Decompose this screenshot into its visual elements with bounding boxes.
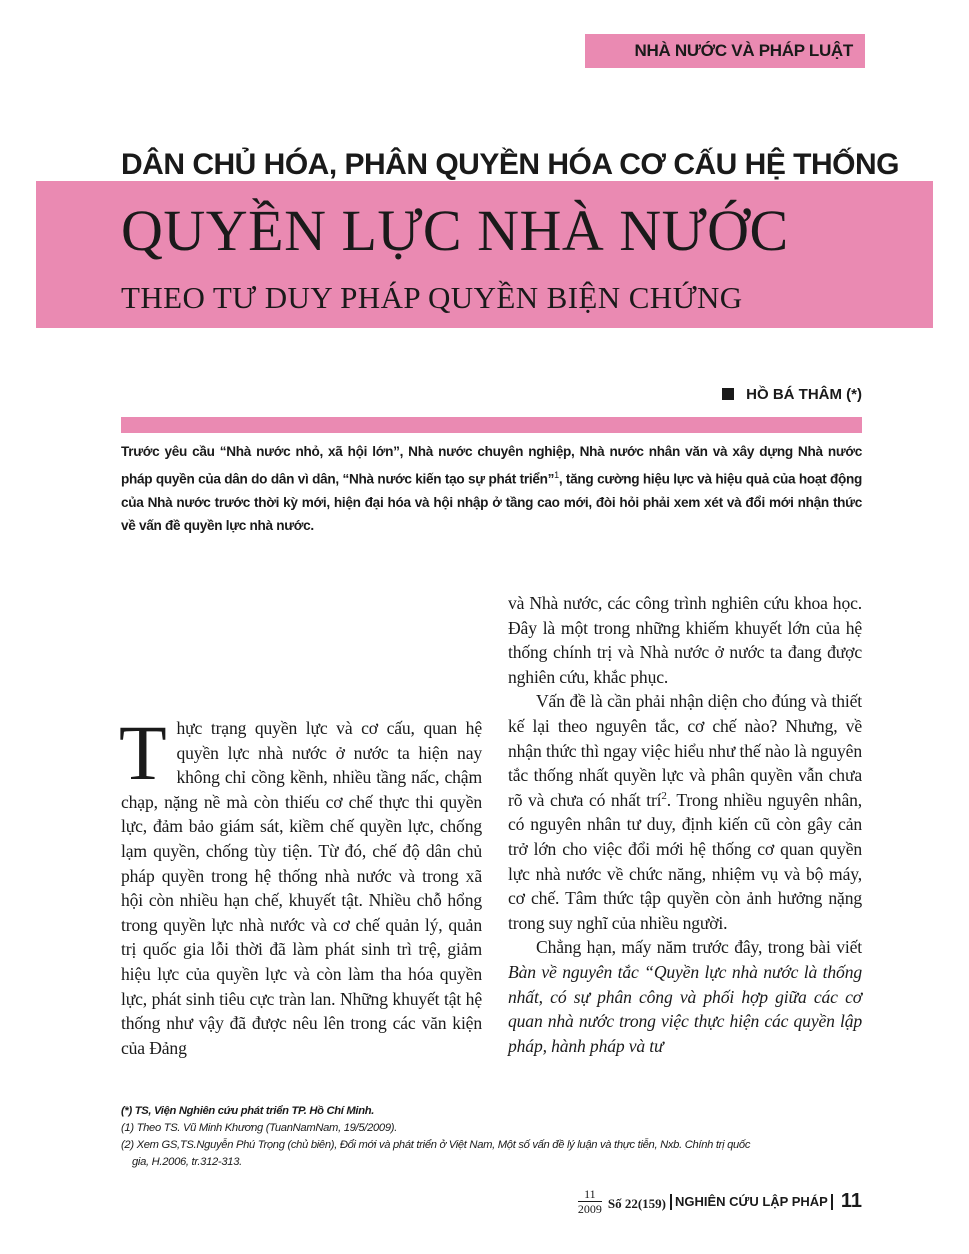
body-column-right	[508, 591, 862, 1058]
footnotes	[121, 1103, 866, 1171]
accent-divider	[121, 417, 862, 433]
page-number: 11	[840, 1190, 862, 1212]
footnote-author: (*) TS, Viện Nghiên cứu phát triển TP. Hồ Chí Minh.	[121, 1105, 375, 1117]
title-line-2: QUYỀN LỰC NHÀ NƯỚC	[121, 198, 789, 263]
paragraph-text: hực trạng quyền lực và cơ cấu, quan hệ quyền lực nhà nước ở nước ta hiện nay không chỉ cồng kềnh, nhiều tầng nấc, chậm chạp, nặng nề mà còn thiếu cơ chế thực thi quyền lực, đảm bảo giám sát, kiềm chế quyền lực, chống lạm quyền, chống tùy tiện. Từ đó, chế độ dân chủ pháp quyền trong hệ thống nhà nước và trong xã hội còn nhiều hạn chế, khuyết tật. Nhiều chỗ hổng trong quyền lực nhà nước và cơ chế quản lý, quản trị quốc gia lỗi thời đã làm phát sinh trì trệ, giảm hiệu lực của quyền lực và còn làm tha hóa quyền lực, phát sinh tiêu cực tràn lan. Những khuyết tật hệ thống như vậy đã được nêu lên trong các văn kiện của Đảng	[121, 718, 482, 1058]
journal-name: NGHIÊN CỨU LẬP PHÁP	[670, 1194, 833, 1210]
issue-year: 2009	[577, 1202, 602, 1216]
section-header-bar	[585, 34, 592, 68]
paragraph	[119, 709, 482, 1060]
body-column-left	[119, 709, 482, 1060]
page-footer	[578, 1187, 862, 1225]
paragraph	[508, 689, 862, 935]
abstract	[121, 440, 862, 538]
paragraph-text: Vấn đề là cần phải nhận diện cho đúng và thiết kế lại theo nguyên tắc, cơ chế nào? Nhưng, về nhận thức thì ngay việc hiểu như thế nào là nguyên tắc thống nhất quyền lực và phân quyền vẫn chưa rõ và chưa có nhất trí	[508, 691, 862, 810]
title-line-3: THEO TƯ DUY PHÁP QUYỀN BIỆN CHỨNG	[121, 280, 743, 315]
paragraph: và Nhà nước, các công trình nghiên cứu khoa học. Đây là một trong những khiếm khuyết lớn của hệ thống chính trị và Nhà nước ở nước ta đang được nghiên cứu, khắc phục.	[508, 593, 862, 687]
issue-month: 11	[578, 1187, 602, 1202]
abstract-text-cont: , tăng cường hiệu lực và hiệu quả của hoạt động của Nhà nước trước thời kỳ mới, hiện đại hóa và hội nhập ở tầng cao mới, đòi hỏi phải xem xét và đổi mới nhận thức về vấn đề quyền lực nhà nước.	[121, 471, 863, 534]
footnote-ref-1: 1	[554, 469, 559, 480]
footnote-2: (2) Xem GS,TS.Nguyễn Phú Trọng (chủ biên), Đổi mới và phát triển ở Việt Nam, Một số vấn đề lý luận và thực tiễn, Nxb. Chính trị quốc	[121, 1139, 751, 1151]
paragraph-text-cont: . Trong nhiều nguyên nhân, có nguyên nhân tư duy, định kiến cũ còn gây cản trở lớn cho việc đổi mới hệ thống cơ quan quyền lực nhà nước về chức năng, nhiệm vụ và bộ máy, cơ chế. Tâm thức tập quyền còn ảnh hưởng nặng trong suy nghĩ của nhiều người.	[508, 789, 862, 933]
drop-cap: T	[119, 709, 167, 796]
issue-number: Số 22(159)	[607, 1196, 666, 1211]
footnote-1: (1) Theo TS. Vũ Minh Khương (TuanNamNam, 19/5/2009).	[121, 1122, 397, 1134]
cited-title: Bàn về nguyên tắc “Quyền lực nhà nước là thống nhất, có sự phân công và phối hợp giữa các cơ quan nhà nước trong việc thực hiện các quyền lập pháp, hành pháp và tư	[508, 961, 862, 1056]
footnote-2-continued: gia, H.2006, tr.312-313.	[132, 1156, 242, 1168]
paragraph	[508, 935, 862, 1058]
square-bullet-icon	[722, 388, 734, 400]
footnote-ref-2: 2	[661, 789, 667, 802]
issue-date	[578, 1187, 602, 1216]
section-label: NHÀ NƯỚC VÀ PHÁP LUẬT	[592, 34, 865, 68]
abstract-text: Trước yêu cầu “Nhà nước nhỏ, xã hội lớn”, Nhà nước chuyên nghiệp, Nhà nước nhân văn và xây dựng Nhà nước pháp quyền của dân do dân vì dân, “Nhà nước kiến tạo sự phát triển”	[121, 444, 862, 487]
section-header	[585, 34, 865, 68]
author-byline	[722, 384, 862, 406]
paragraph-text: Chẳng hạn, mấy năm trước đây, trong bài viết	[536, 937, 862, 958]
author-name: HỒ BÁ THÂM (*)	[746, 386, 862, 403]
title-line-1: DÂN CHỦ HÓA, PHÂN QUYỀN HÓA CƠ CẤU HỆ THỐNG	[121, 148, 899, 181]
